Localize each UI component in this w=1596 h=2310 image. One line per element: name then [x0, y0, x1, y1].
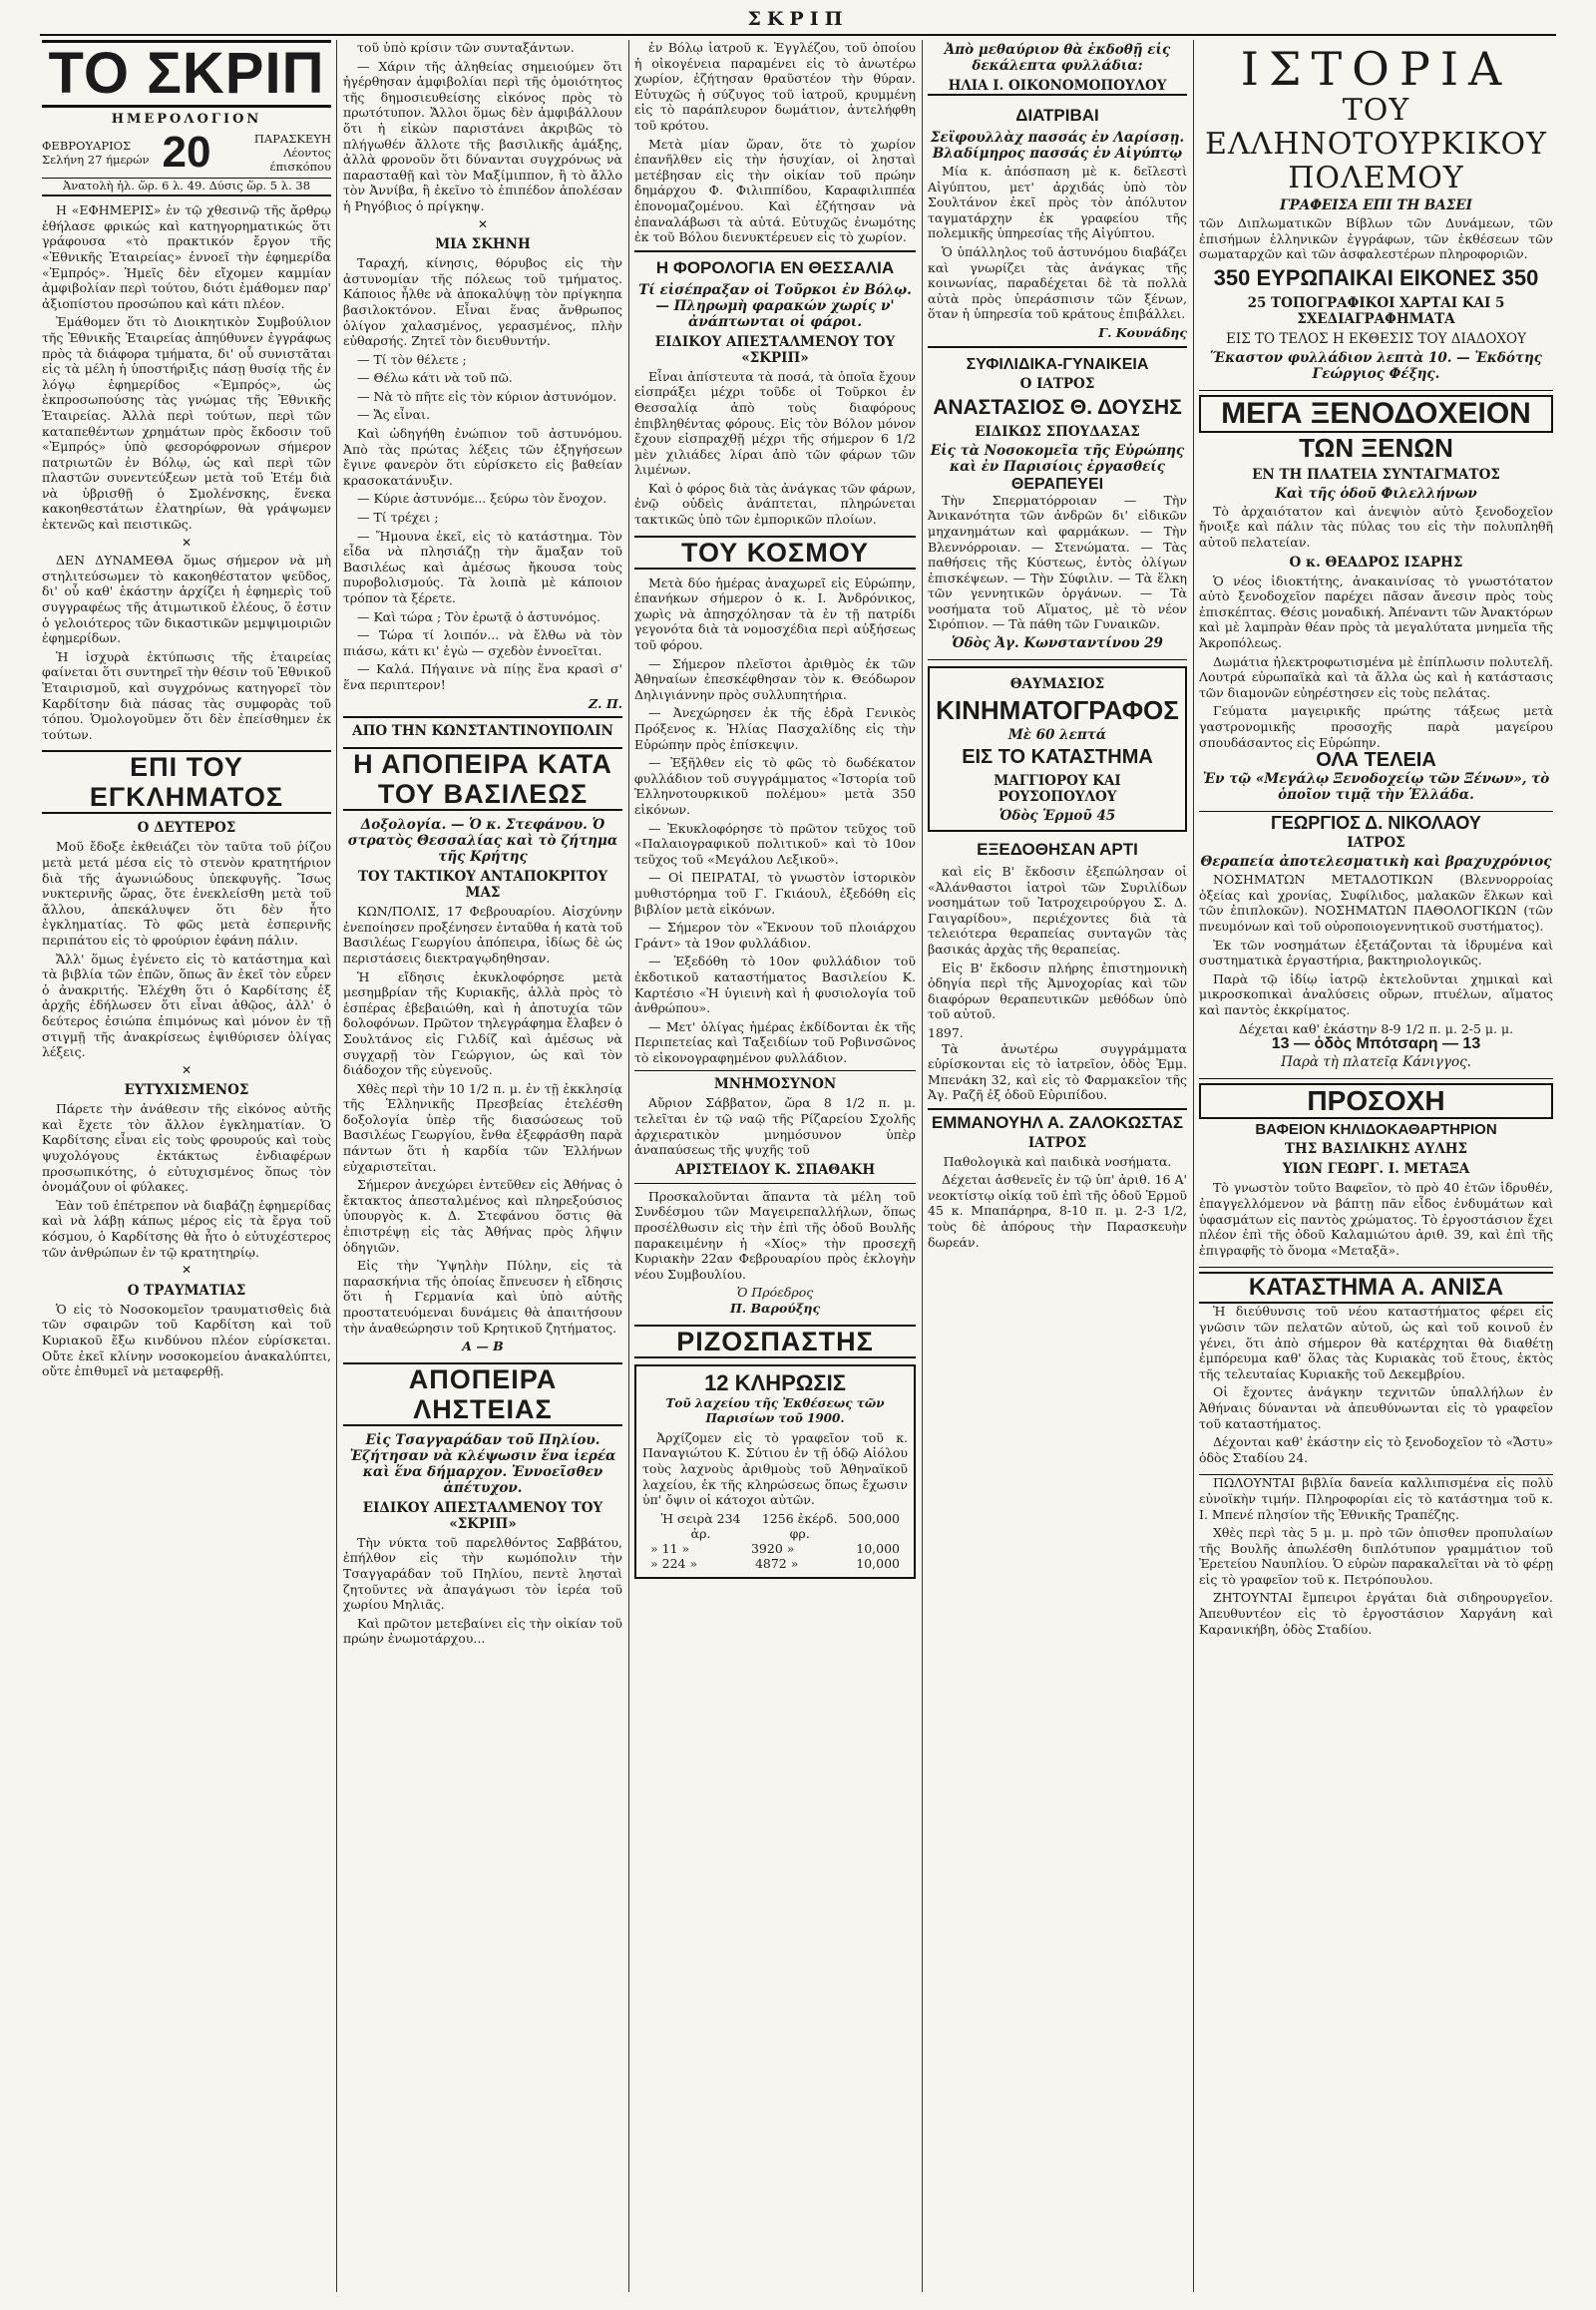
ad-text: ΝΟΣΗΜΑΤΩΝ ΜΕΤΑΔΟΤΙΚΩΝ (Βλεννορροίας ὀξείας καὶ χρονίας, Συφίλιδος, μαλακῶν ἕλκων καὶ τῶν ἐπιπλοκῶν). ΝΟΣΗΜΑΤΩΝ ΠΑΘΟΛΟΓΙΚΩΝ (τῶν πνευμόνων καὶ τοῦ οὐροποιογεννητικοῦ συστήματος). — [1199, 872, 1553, 935]
headline: ΕΠΙ ΤΟΥ ΕΓΚΛΗΜΑΤΟΣ — [42, 750, 331, 814]
byline: ΤΟΥ ΤΑΚΤΙΚΟΥ ΑΝΤΑΠΟΚΡΙΤΟΥ ΜΑΣ — [357, 869, 608, 902]
article-paragraph: ΔΕΝ ΔΥΝΑΜΕΘΑ ὅμως σήμερον νὰ μὴ στηλιτεύσωμεν τὸ κακοηθέστατον ψεῦδος, δι' οὗ καθ' ἑκάστην ἀρχίζει ἡ ἐφημερὶς τοῦ συγγραφέως τῆς ἀτιμωτικοῦ ἐλέους, ὅ ἐστιν ὁ γελοιότερος τῶν δικαστικῶν μεμψιμοιριῶν ἐφημερίδων. — [42, 553, 331, 646]
dialogue-line: — Νὰ τὸ πῆτε εἰς τὸν κύριον ἀστυνόμον. — [357, 388, 617, 404]
article-paragraph: ΚΩΝ/ΠΟΛΙΣ, 17 Φεβρουαρίου. Αἰσχύνην ἐνεποίησεν προξένησεν ἐνταῦθα ἡ κατὰ τοῦ Βασιλέως Γεωργίου ἀπόπειρα, ἰδίως δὲ ὡς περιστάσεις διεκτραγῳδηθησαν. — [343, 904, 622, 965]
date-weekday: ΠΑΡΑΣΚΕΥΗ Λέοντος έπισκόπου — [253, 131, 331, 174]
news-item: — Ἐξῆλθεν εἰς τὸ φῶς τὸ δωδέκατον φυλλάδιον τοῦ συγγράμματος «Ἰστορία τοῦ Ἑλληνοτουρκικοῦ πολέμου» μετὰ 350 εἰκόνων. — [634, 755, 916, 817]
article-paragraph: Ἡ ἰσχυρὰ ἐκτύπωσις τῆς ἑταιρείας φαίνεται ὅτι συντηρεῖ τὴν θέσιν τοῦ Ἐθνικοῦ Ἐταιρισμοῦ, καὶ συγχρόνως κατηγορεῖ τὸν Καρδίτσην διὰ πάσας τὰς συμφορὰς τοῦ τόπου. Ὁμολογοῦμεν ὅτι δὲν ἐπείσθημεν ἐκ τούτων. — [42, 648, 331, 742]
article-paragraph: Ἄλλ' ὅμως ἐγένετο εἰς τὸ κατάστημα καὶ τὰ βιβλία τῶν ἐπῶν, ὅπως ἂν ἐκεῖ τὸν εὗρεν ὁ ἀνακριτής. Ἐλέχθη ὅτι ὁ Καρδίτσης ἐξ ἀρχῆς ἐδήλωσεν ὅτι εἶναι ἀθῷος, ἀλλ' ὁ δεύτερος ἐσιώπα ἐπιμόνως καὶ μόνον ἐν τῇ στιγμῇ τῆς ἀνακρίσεως ἐψιθύρισεν ὀλίγας λέξεις. — [42, 951, 331, 1060]
classified-ad: ΖΗΤΟΥΝΤΑΙ ἔμπειροι ἐργάται διὰ σιδηρουργεῖον. Ἀπευθυντέον εἰς τὸ ἐργοστάσιον Χαργάνη καὶ Καρανικήβη, ὁδὸς Σταδίου. — [1199, 1590, 1553, 1637]
article-paragraph: Τὰ ἀνωτέρω συγγράμματα εὑρίσκονται εἰς τὸ ἰατρεῖον, ὁδὸς Ἐμμ. Μπενάκη 32, καὶ εἰς τὸ Φαρμακεῖον τῆς Ἀγ. Ραζῆ ἐξ ὁδοῦ Εὐριπίδου. — [928, 1040, 1187, 1103]
lottery-box — [634, 1364, 916, 1579]
separator: ✕ — [181, 1062, 193, 1077]
lottery-results — [650, 1511, 900, 1571]
ad-title: ΒΑΦΕΙΟΝ ΚΗΛΙΔΟΚΑΘΑΡΤΗΡΙΟΝ — [1255, 1120, 1497, 1138]
article-paragraph: Τὴν νύκτα τοῦ παρελθόντος Σαββάτου, ἐπήλθον εἰς τὴν κωμόπολιν τὴν Τσαγγαράδαν τοῦ Πηλίου, πεντὲ λησταὶ ζητοῦντες νὰ ἀπαγάγωσι τὸν ἱερέα τοῦ χωρίου Μηλιᾶς. — [343, 1534, 622, 1613]
column-divider — [628, 40, 629, 2292]
notice-title: ΜΝΗΜΟΣΥΝΟΝ — [713, 1076, 837, 1093]
subheadline: Εἰς Τσαγγαράδαν τοῦ Πηλίου. Ἐζήτησαν νὰ κλέψωσιν ἕνα ἱερέα καὶ ἕνα δήμαρχον. Ἐννοεῖσθεν ἀπέτυχον. — [349, 1431, 616, 1496]
cinema-ad — [928, 666, 1187, 832]
subheadline: Ο ΤΡΑΥΜΑΤΙΑΣ — [127, 1282, 246, 1299]
ad-title: ΡΙΖΟΣΠΑΣΤΗΣ — [634, 1325, 916, 1358]
ad-text: Ἐκ τῶν νοσημάτων ἐξετάζονται τὰ ἱδρυμένα καὶ συστηματικὰ ἐργαστήρια, βακτηριολογικῶς. — [1199, 937, 1553, 968]
calendar-label: ΗΜΕΡΟΛΟΓΙΟΝ — [111, 112, 262, 127]
article-paragraph: Ἐμάθομεν ὅτι τὸ Διοικητικὸν Συμβούλιον τῆς Ἑθνικῆς Ἑταιρείας ἀπηύθυνεν ἐγγράφως πρὸς τὰ διάφορα τμήματα, δι' οὗ συνιστᾶται εἰς τὰ μέλη ἡ ὑποστήριξις πάσῃ θυσίᾳ τῆς ἐν λόγῳ ἐφημερίδος «Ἐμπρός», ὡς ἐκπροσωπούσης τὰς γνώμας τῆς Ἐθνικῆς Ἑταιρείας. Ἀλλὰ περὶ τούτων, περὶ τῶν καταπεθέντων χρημάτων πρὸς ἔκδοσιν τοῦ «Ἐμπρός» ὑπὸ φεσορόφρονων σήμερον πατριωτῶν ἐν Βόλῳ, ὡς καὶ περὶ τῶν πλαστῶν συνεντεύξεων μετὰ τοῦ Ἐτέμ διὰ νὰ ὑβρισθῇ ὁ Σμολένσκης, ἕνεκα κακοηθεστάτων ἐλατηρίων, θὰ γράψωμεν ἐκτενῶς καὶ πειστικῶς. — [42, 314, 331, 533]
article-paragraph: Πάρετε τὴν ἀνάθεσιν τῆς εἰκόνος αὐτῆς καὶ ἔχετε τὸν ἄλλον ἐγκληματίαν. Ὁ Καρδίτσης εἶναι εἰς τοὺς φρουρούς καὶ τοὺς ψυχολόγους ἐκτάκτως ἐνδιαφέρων προσωπικότης, ὁ εὐτυχισμένος ὅπως τὸν ὀνομάζουν οἱ φύλακες. — [42, 1101, 331, 1195]
ad-title: ΜΕΓΑ ΞΕΝΟΔΟΧΕΙΟΝ — [1199, 395, 1553, 433]
ad-subtitle: ΘΕΡΑΠΕΥΕΙ — [1010, 476, 1104, 494]
dialogue-line: — Κύριε ἀστυνόμε... ξεύρω τὸν ἔνοχον. — [357, 491, 607, 507]
ad-text: Δέχονται καθ' ἑκάστην εἰς τὸ ξενοδοχεῖον τὸ «Ἄστυ» ὁδὸς Σταδίου 24. — [1199, 1434, 1553, 1465]
subheadline: Ο ΔΕΥΤΕΡΟΣ — [137, 820, 236, 837]
ad-title: ΙΣΤΟΡΙΑ — [1240, 42, 1512, 96]
subheadline: Τί εἰσέπραξαν οἱ Τοῦρκοι ἐν Βόλῳ. — Πληρωμὴ φαρακών χωρίς ν' ἀνάπτωνται οἱ φάροι. — [638, 281, 912, 330]
article-paragraph: — Χάριν τῆς ἀληθείας σημειούμεν ὅτι ἠγέρθησαν ἀμφιβολίαι περὶ τῆς ὁμοιότητος τῆς δημοσιευθείσης εἰκόνος πρὸς τὸ πρωτότυπον. Ἄλλοι ὅμως δὲν ἀμφιβάλλουν ὅτι ἡ εἰκὼν παριστάνει ἀκριβῶς τὸ πλήγωθέν ἄλλοτε τῆς βασιλικῆς ἁμάξης, ἀλλὰ φρονοῦν ὅτι δύνανται συγχρόνως νὰ παρασταθῇ καὶ τὸν Μαξίμιππον, ἢ τὸ ἄλλο τὸν Ἀννίβα, ἢ ἐκεῖνο τὸ ἐπιπέδον ἀπολέσαν ἡ Ρηγόβιος ὁ πρίγκηψ. — [343, 58, 622, 213]
ad-text: Ἡ διεύθυνσις τοῦ νέου καταστήματος φέρει εἰς γνῶσιν τῶν πελατῶν αὐτοῦ, ὡς καὶ τοῦ κοινοῦ ἐν γένει, ὅτι ἀπὸ σήμερον θὰ κατέρχηται θὰ διαθέτῃ ἐμπόρευμα καθ' ὅλας τὰς Κυριακὰς τοῦ ἔτους, ἐκτὸς τῆς τελευταίας Κυριακῆς τοῦ Δεκεμβρίου. — [1199, 1304, 1553, 1381]
section-header: ΕΞΕΔΟΘΗΣΑΝ ΑΡΤΙ — [977, 840, 1138, 860]
headline: Η ΦΟΡΟΛΟΓΙΑ ΕΝ ΘΕΣΣΑΛΙΑ — [655, 257, 895, 277]
lottery-row: » 224 » 4872 » 10,000 — [650, 1555, 900, 1571]
article-paragraph: Ἐὰν τοῦ ἐπέτρεπον νὰ διαβάζῃ ἐφημερίδας καὶ νὰ λάβῃ κάπως μέρος εἰς τὰ ἔργα τοῦ κόσμου, ὁ Καρδίτσης θὰ ἦτο ὁ εὐτυχέστερος τῶν ἀνθρώπων ἐν τῷ κρατητηρίῳ. — [42, 1197, 331, 1260]
news-item: — Ἐκυκλοφόρησε τὸ πρῶτον τεῦχος τοῦ «Παλαιογραφικοῦ πολιτικοῦ» καὶ τὸ 10ον τεῦχος τοῦ «Μεγάλου Λεξικοῦ». — [634, 820, 916, 867]
news-item: — Μετ' ὀλίγας ἡμέρας ἐκδίδονται ἐκ τῆς Περιπετείας καὶ Ταξειδίων τοῦ Ροβινσῶνος τὸ εἰκονογραφημένον φυλλάδιον. — [634, 1018, 916, 1065]
ad-text: Παθολογικὰ καὶ παιδικὰ νοσήματα. — [943, 1153, 1172, 1169]
ad-highlight: ΟΛΑ ΤΕΛΕΙΑ — [1316, 749, 1436, 772]
ad-subtitle: ΕΙΔΙΚΩΣ ΣΠΟΥΔΑΣΑΣ — [975, 424, 1140, 441]
ad-highlight: 350 ΕΥΡΩΠΑΙΚΑΙ ΕΙΚΟΝΕΣ 350 — [1213, 264, 1539, 290]
article-paragraph: Ἡ εἴδησις ἐκυκλοφόρησε μετὰ μεσημβρίαν τῆς Κυριακῆς, ἀλλὰ πρὸς τὸ ἑσπέρας ἐβεβαιώθη, καὶ ἡ ἀποτυχία τῶν δολοφόνων. Πρῶτον τηλεγράφημα ἔλαβεν ὁ Σουλτάνος εἰς Γιλδίζ καὶ ἀμέσως νὰ συγχαρῇ τὸν Γεώργιον, ὡς καὶ τὸν διάδοχον τῆς εὐγενοῦς. — [343, 968, 622, 1078]
separator: ✕ — [181, 535, 193, 550]
date-month: ΦΕΒΡΟΥΑΡΙΟΣ Σελήνη 27 ήμερών — [42, 138, 150, 167]
lottery-title: 12 ΚΛΗΡΩΣΙΣ — [704, 1369, 846, 1395]
article-paragraph: Μία κ. ἀπόσπαση μὲ κ. δεῖλεστὶ Αἰγύπτου, μετ' ἀρχιδάς ὑπὸ τὸν Σουλτάνον ἐκεῖ πρὸς τὸν ἀπόλυτον ταγματάρχην ἐκ γραφείου τῆς πολεμικῆς ὑπηρεσίας τῆς Αἰγύπτου. — [928, 164, 1187, 241]
dialogue-line: — Ἄς εἶναι. — [357, 407, 430, 423]
column-divider — [1193, 40, 1194, 2292]
ad-title: ΠΡΟΣΟΧΗ — [1199, 1083, 1553, 1119]
news-item: Μετὰ δύο ἡμέρας ἀναχωρεῖ εἰς Εὐρώπην, ἐπανήκων σήμερον ὁ κ. Ι. Ἀνδρόνικος, χωρὶς νὰ ἀπησχόλησαν τὰ ἐν τῇ πατρίδι γεγονότα διὰ τὰ νομοσχέδια περὶ αὐξήσεως τοῦ φόρου. — [634, 575, 916, 653]
author-name: ΗΛΙΑ Ι. ΟΙΚΟΝΟΜΟΠΟΥΛΟΥ — [928, 78, 1187, 96]
dialogue-line: — Ἤμουνα ἐκεῖ, εἰς τὸ κατάστημα. Τὸν εἶδα νὰ πλησιάζῃ τὴν ἅμαξαν τοῦ Βασιλέως καὶ ἀμέσως ἤκουσα τοὺς πυροβολισμούς. Τὰ λοιπὰ μὲ κάποιον τρόπον τὰ ξέρετε. — [343, 528, 622, 605]
ad-text: Ὁ νέος ἰδιοκτήτης, ἀνακαινίσας τὸ γνωστότατον αὐτὸ ξενοδοχεῖον παρέχει πᾶσαν ἄνεσιν πρὸς τοὺς ἐπισκέπτας. Θέσις μοναδική. Ἀπέναντι τῶν Ἀνακτόρων καὶ μὲ λαμπρὰν θέαν πρὸς τὰ μεγαλύτατα μνημεῖα τῆς Ἀκροπόλεως. — [1199, 573, 1553, 650]
ad-text: Δωμάτια ἠλεκτροφωτισμένα μὲ ἐπίπλωσιν πολυτελῆ. Λουτρά εὐρωπαϊκὰ καὶ τὰ ἄλλα ὡς καὶ ἡ κατάστασις τῶν διαμονῶν εὐηρέστησεν εἰς τοὺς πελάτας. — [1199, 653, 1553, 700]
signature: Π. Βαρούξης — [729, 1301, 821, 1316]
article-paragraph: Η «ΕΦΗΜΕΡΙΣ» ἐν τῷ χθεσινῷ τῆς ἄρθρῳ ἐθήλασε φρικώς καὶ κατηγορηματικώς ὅτι γράφουσα «τὸ πρακτικόν ἔργον τῆς «Ἐθνικῆς Ἑταιρείας» ἐννοεῖ τὴν ἐφημερίδα «Ἐμπρός». Ἡμεῖς δὲν εἴχομεν καμμίαν ἀμφιβολίαν περὶ τούτου, διότι ἐμάθομεν παρ' ἀξιοπίστου προσώπου καὶ κάτι πλέον. — [42, 202, 331, 311]
ad-subtitle: Ἐν τῷ «Μεγάλῳ Ξενοδοχείῳ τῶν Ξένων», τὸ ὁποῖον τιμᾷ τὴν Ἑλλάδα. — [1202, 770, 1550, 803]
dialogue-line: — Καὶ τώρα ; Τὸν ἐρωτᾷ ὁ ἀστυνόμος. — [357, 608, 600, 624]
signature: Ζ. Π. — [589, 695, 622, 711]
article-paragraph: καὶ εἰς Β' ἔκδοσιν ἐξεπώλησαν οἱ «Ἀλάνθαστοι ἰατροὶ τῶν Συριλίδων νοσημάτων τοῦ Ἰατροχειρούργου Σ. Δ. Γαιγαρίδου», περιέχοντες διὰ τὰ τελειότερα θεραπείας συνταγῶν τὰς βασικάς ἀρχὰς τῆς θεραπείας. — [928, 864, 1187, 958]
byline: ΕΙΔΙΚΟΥ ΑΠΕΣΤΑΛΜΕΝΟΥ ΤΟΥ «ΣΚΡΙΠ» — [362, 1499, 603, 1532]
ad-address: Παρὰ τὴ πλατεῖᾳ Κάνιγγος. — [1281, 1053, 1471, 1070]
article-paragraph: Εἶναι ἀπίστευτα τὰ ποσά, τὰ ὁποῖα ἔχουν εἰσπράξει μέχρι τοῦδε οἱ Τοῦρκοι ἐν Θεσσαλίᾳ ἀπὸ τοὺς διαφόρους ἐπιβληθέντας φόρους. Εἰς τὸν Βόλον μόνον ἔχουν εἰσπραχθῇ μέχρι τῆς σήμερον 6 1/2 μὲν χιλιάδες λίραι ἀπὸ τῶν φάρων τῶν λιμένων. — [634, 368, 916, 478]
ad-text: Παρὰ τῷ ἰδίῳ ἰατρῷ ἐκτελοῦνται χημικαὶ καὶ μικροσκοπικαὶ ἀναλύσεις οὔρων, πτυέλων, αἵματος καὶ παντὸς ἐκκρίματος. — [1199, 970, 1553, 1018]
article-paragraph: ἐν Βόλῳ ἰατροῦ κ. Ἐγγλέζου, τοῦ ὁποίου ἡ οἰκογένεια παραμένει εἰς τὸ ἀνωτέρω χωρίον, ἐζήτησαν θραῦστέον τὴν θύραν. Εὐτυχῶς ἡ σύζυγος τοῦ ἰατροῦ, κρυμμένη εἰς τὸ παράπλευρον δωμάτιον, ἀντελήφθη τοῦ κρότου. — [634, 40, 916, 133]
ad-title: ΚΙΝΗΜΑΤΟΓΡΑΦΟΣ — [936, 695, 1179, 726]
article-paragraph: Καὶ πρῶτον μετεβαίνει εἰς τὴν οἰκίαν τοῦ πρώην ἐνωμοτάρχου... — [343, 1615, 622, 1647]
ad-text: τῶν Διπλωματικῶν Βίβλων τῶν Δυνάμεων, τῶν ἐπισήμων ἑλληνικῶν ἐγγράφων, τῶν ἐκθέσεων τῶν σωματαρχῶν καὶ τῶν ἀσφαλεστέρων πληροφοριῶν. — [1199, 215, 1553, 262]
column-3 — [634, 40, 916, 2292]
ad-title: ΕΙΣ ΤΟ ΚΑΤΑΣΤΗΜΑ — [962, 746, 1153, 769]
doctor-name: ΑΝΑΣΤΑΣΙΟΣ Θ. ΔΟΥΣΗΣ — [933, 396, 1182, 420]
lottery-row: » 11 » 3920 » 10,000 — [650, 1540, 900, 1556]
lottery-text: Ἀρχίζομεν εἰς τὸ γραφεῖον τοῦ κ. Παναγιώτου Κ. Σύτιου ἐν τῇ ὁδῷ Αἰόλου τοὺς λαχνοὺς ἀριθμοὺς τοῦ Ἀθηναϊκοῦ λαχείου, ἐκ τῆς κληρώσεως ὅπως ἔχωσιν ὑπ' ὄψιν οἱ κάτοχοι αὐτῶν. — [642, 1429, 908, 1508]
store-ad — [1199, 1268, 1553, 1475]
year-line: 1897. — [928, 1025, 964, 1040]
rule — [928, 346, 1187, 348]
ad-address: 13 — ὁδὸς Μπότσαρη — 13 — [1271, 1035, 1481, 1053]
ad-subtitle: ΙΑΤΡΟΣ — [1347, 835, 1405, 852]
ad-subtitle: ΕΝ ΤΗ ΠΛΑΤΕΙΑ ΣΥΝΤΑΓΜΑΤΟΣ — [1252, 466, 1500, 483]
article-paragraph: Χθὲς περὶ τὴν 10 1/2 π. μ. ἐν τῇ ἐκκλησίᾳ τῆς Ἑλληνικῆς Πρεσβείας ἐτελέσθη δοξολογία ὑπὲρ τῆς διασώσεως τοῦ Βασιλέως Γεωργίου, ἔνθα ἐξεφράσθη παρὰ πάντων ὅτι ἡ καρδία τῶν Ἑλλήνων εὐχαριστεῖται. — [343, 1080, 622, 1174]
ad-price: Ἕκαστον φυλλάδιον λεπτὰ 10. — Ἐκδότης Γεώργιος Φέξης. — [1210, 349, 1542, 382]
dialogue-line: — Τί τὸν θέλετε ; — [357, 351, 467, 367]
rule — [928, 1108, 1187, 1110]
date-day: 20 — [162, 127, 211, 177]
ad-subtitle: ΕΙΣ ΤΟ ΤΕΛΟΣ Η ΕΚΘΕΣΙΣ ΤΟΥ ΔΙΑΔΟΧΟΥ — [1225, 330, 1527, 347]
ad-hours: Δέχεται καθ' ἑκάστην 8-9 1/2 π. μ. 2-5 μ. μ. — [1238, 1020, 1514, 1036]
article-paragraph: Σήμερον ἀνεχώρει ἐντεῦθεν εἰς Ἀθήνας ὁ ἔκτακτος ἀπεσταλμένος καὶ πληρεξούσιος ὑπουργὸς κ. Δ. Στεφάνου ὅστις θὰ ἐπιστρέψῃ εἰς τὰς Ἀθήνας πρὸς λῆψιν ὁδηγιῶν. — [343, 1177, 622, 1255]
ad-subtitle: ΜΑΓΓΙΟΡΟΥ ΚΑΙ ΡΟΥΣΟΠΟΥΛΟΥ — [994, 773, 1121, 806]
rule — [343, 716, 622, 718]
ad-text: Τὴν Σπερματόρροιαν — Τὴν Ἀνικανότητα τῶν ἀνδρῶν δι' εἰδικῶν μηχανημάτων καὶ φαρμάκων. — Τὴν Βλεννόρροιαν. — Στενώματα. — Τὰς παθήσεις τῆς Κύστεως, ἐντὸς ὀλίγων ἐπισκέψεων. — Τὴν Σύφιλιν. — Τὰ ἕλκη τῶν γεννητικῶν ὀργάνων. — Τὰ νοσήματα τοῦ Αἵματος, μὲ τὸ νέον Σιρόπιον. — Τὰ πάθη τῶν Γυναικῶν. — [928, 492, 1187, 632]
dialogue-line: — Θέλω κάτι νὰ τοῦ πῶ. — [357, 370, 513, 386]
ad-title: ΤΩΝ ΞΕΝΩΝ — [1299, 432, 1453, 463]
news-item: — Ἐξεδόθη τὸ 10ον φυλλάδιον τοῦ ἐκδοτικοῦ καταστήματος Βασιλείου Κ. Καρτέσιο «Ἡ ὑγιεινὴ καὶ ἡ φυσιολογία τοῦ ἀνθρώπου». — [634, 954, 916, 1016]
hotel-ad — [1199, 391, 1553, 812]
ad-title: ΤΟΥ ΕΛΛΗΝΟΤΟΥΡΚΙΚΟΥ ΠΟΛΕΜΟΥ — [1205, 93, 1547, 195]
ad-text: Τὸ γνωστὸν τοῦτο Βαφεῖον, τὸ πρὸ 40 ἐτῶν ἱδρυθέν, ἐπαγγελλόμενον νὰ βάπτῃ πᾶν εἶδος ἐνδυμάτων καὶ ὑφασμάτων εἰς παντὸς χρώματος. Τὸ ἐργοστάσιον ἔχει πλέον ἐπὶ τῆς ὁδοῦ Καλαμιώτου ἀριθ. 39, καὶ ἐπὶ τῆς ἐπιγραφῆς τὸ ὄνομα «Μεταξᾶ». — [1199, 1180, 1553, 1258]
date-box — [42, 128, 331, 179]
notice-name: ΑΡΙΣΤΕΙΔΟΥ Κ. ΣΠΑΘΑΚΗ — [674, 1161, 876, 1178]
doctor-ad — [1199, 812, 1553, 1079]
headline: ΑΠΟΠΕΙΡΑ ΛΗΣΤΕΙΑΣ — [343, 1362, 622, 1426]
column-4 — [928, 40, 1187, 2292]
section-header: ΔΙΑΤΡΙΒΑΙ — [1015, 106, 1099, 125]
signature-title: Ὁ Πρόεδρος — [736, 1285, 814, 1301]
ad-subtitle: ΙΑΤΡΟΣ — [1027, 1134, 1087, 1151]
signature: Α — Β — [462, 1339, 504, 1354]
ad-subtitle: 25 ΤΟΠΟΓΡΑΦΙΚΟΙ ΧΑΡΤΑΙ ΚΑΙ 5 ΣΧΕΔΙΑΓΡΑΦΗΜΑΤΑ — [1247, 294, 1505, 327]
subheadline: ΕΥΤΥΧΙΣΜΕΝΟΣ — [124, 1082, 249, 1099]
article-paragraph: Μοῦ ἔδοξε ἐκθειάζει τὸν ταῦτα τοῦ ῥίζου μετὰ μετά μέσα εἰς τὸ στενὸν κρατητήριον διὰ τῆς ἀγωνιώδους ὑπεκφυγῆς. Ἴσως νυκτερινῆς ὥρας, ὅτε ἐνεκλείσθη μετὰ τοῦ ἄλλου, ἀπεκάλυψεν ὅτι δὲν ἦτο ἐγκληματίας. Τὸ φῶς μετὰ ἐσπερινῆς περιπάτου εἰς τὸ φρούριον ἐφάνη πάλιν. — [42, 839, 331, 948]
dyer-ad — [1199, 1079, 1553, 1269]
ad-address: Ὁδὸς Ἀγ. Κωνσταντίνου 29 — [952, 635, 1163, 652]
news-item: — Οἱ ΠΕΙΡΑΤΑΙ, τὸ γνωστὸν ἱστορικὸν μυθιστόρημα τοῦ Γ. Γκιάουλ, ἐξεδόθη εἰς βιβλίον μετὰ εἰκόνων. — [634, 870, 916, 917]
column-5 — [1199, 40, 1553, 2292]
sunrise-line: Ἀνατολὴ ἡλ. ὥρ. 6 λ. 49. Δύσις ὥρ. 5 λ. 38 — [42, 179, 331, 197]
doctor-ad — [928, 353, 1187, 661]
ad-subtitle: Καὶ τῆς ὁδοῦ Φιλελλήνων — [1275, 485, 1477, 502]
ad-subtitle: Εἰς τὰ Νοσοκομεῖα τῆς Εὐρώπης καὶ ἐν Παρισίοις ἐργασθείς — [930, 443, 1185, 476]
ad-address: Ὁδὸς Ἑρμοῦ 45 — [998, 808, 1116, 825]
column-divider — [336, 40, 337, 2292]
article-paragraph: Ὁ ὑπάλληλος τοῦ ἀστυνόμου διαβάζει καὶ γνωρίζει τὰς ἀνάγκας τῆς κοινωνίας, παραδέχεται δὲ τὰ πολλὰ αὐτὰ πρὸς ὑπεράσπισιν τῶν ξένων, ὅταν ἡ ὑπηρεσία τοῦ κράτους ἐπιβάλλει. — [928, 243, 1187, 322]
ad-title: ΣΥΦΙΛΙΔΙΚΑ-ΓΥΝΑΙΚΕΙΑ — [966, 355, 1149, 373]
headline: ΤΟΥ ΚΟΣΜΟΥ — [634, 536, 916, 570]
running-title: ΣΚΡΙΠ — [747, 8, 849, 30]
subheadline: ΜΙΑ ΣΚΗΝΗ — [435, 236, 531, 253]
ad-text: Τὸ ἀρχαιότατον καὶ ἀνεψιὸν αὐτὸ ξενοδοχεῖον ἤνοιξε καὶ πάλιν τὰς πύλας του εἰς τὴν πολυπληθῆ αὐτοῦ πελατείαν. — [1199, 503, 1553, 550]
article-paragraph: Εἰς τὴν Ὑψηλὴν Πύλην, εἰς τὰ παρασκήνια τῆς ὁποίας ἔπνευσεν ἡ εἴδησις ὅτι ἡ Γερμανία καὶ ὑπὸ αὐτῆς προστατευόμεναι δυνάμεις θὰ ἀπαιτήσουν τὴν ἀναθεώρησιν τοῦ Κρητικοῦ ζητήματος. — [343, 1258, 622, 1336]
ad-text: Οἱ ἔχοντες ἀνάγκην τεχνιτῶν ὑπαλλήλων ἐν Ἀθήναις δύνανται νὰ ἀπευθύνωνται εἰς τὸ γραφεῖον τοῦ καταστήματος. — [1199, 1384, 1553, 1431]
dialogue-line: — Τώρα τί λοιπόν... νὰ ἔλθω νὰ τὸν πιάσω, κάτι κι' ἐγὼ — σχεδὸν ἐννοεῖται. — [343, 627, 622, 658]
article-paragraph: τοῦ ὑπὸ κρίσιν τῶν συνταξάντων. — [357, 40, 575, 55]
ad-title: ΚΑΤΑΣΤΗΜΑ Α. ΑΝΙΣΑ — [1199, 1272, 1553, 1304]
article-paragraph: Καὶ ὡδηγήθη ἐνώπιον τοῦ ἀστυνόμου. Ἀπὸ τὰς πρώτας λέξεις τῶν ἐξηγήσεων ἔγινε φανερὸν ὅτι εὑρίσκετο εἰς βαθείαν κρασοκατάνυξιν. — [343, 426, 622, 488]
notice-title: Ἀπὸ μεθαύριον θὰ ἐκδοθῇ εἰς δεκάλεπτα φυλλάδια: — [944, 42, 1171, 74]
ad-subtitle: Θεραπεία ἀποτελεσματικὴ καὶ βραχυχρόνιος — [1200, 854, 1552, 871]
ad-subtitle: ΥΙΩΝ ΓΕΩΡΓ. Ι. ΜΕΤΑΞΑ — [1282, 1161, 1470, 1178]
lottery-subtitle: Τοῦ λαχείου τῆς Ἐκθέσεως τῶν Παρισίων τοῦ 1900. — [665, 1395, 885, 1426]
rule — [634, 1183, 916, 1184]
section-header: ΑΠΟ ΤΗΝ ΚΩΝΣΤΑΝΤΙΝΟΥΠΟΛΙΝ — [352, 723, 613, 740]
subheadline: Σεϊφουλλὰχ πασσάς ἐν Λαρίσσῃ. Βλαδίμηρος πασσάς ἐν Αἰγύπτῳ — [930, 130, 1185, 162]
classified-ad: Χθὲς περὶ τὰς 5 μ. μ. πρὸ τῶν ὁπισθεν προπυλαίων τῆς Βουλῆς ἀπωλέσθη διπλότυπον γραμμάτιον τοῦ Ἐρετείου Ναυπλίου. Ὁ εὑρὼν παρακαλεῖται νὰ τὸ φέρῃ εἰς τὸ γραφεῖον τοῦ κ. Πετρόπουλου. — [1199, 1525, 1553, 1587]
lottery-row: Ἡ σειρὰ 234 ἀρ. 1256 ἐκέρδ. φρ. 500,000 — [660, 1510, 900, 1541]
news-item: — Σήμερον τὸν «Ἔκνουν τοῦ πλοιάρχου Γράντ» τὰ 19ον φυλλάδιον. — [634, 920, 916, 951]
notice-text: Αὔριον Σάββατον, ὥρα 8 1/2 π. μ. τελεῖται ἐν τῷ ναῷ τῆς Ρίζαρείου Σχολῆς ἀρχιερατικὸν μνημόσυνον ὑπὲρ ἀναπαύσεως τῆς ψυχῆς τοῦ — [634, 1095, 916, 1158]
rule — [634, 250, 916, 252]
separator: ✕ — [181, 1263, 193, 1278]
dialogue-line: — Καλά. Πήγαινε νὰ πίῃς ἕνα κρασὶ σ' ἕνα περιπτερον! — [343, 661, 622, 692]
article-paragraph: Εἰς Β' ἔκδοσιν πλήρης ἐπιστημονικὴ ὁδηγία περὶ τῆς Ἀμνοχορίας καὶ τῶν διαφόρων θεραπευτικῶν μεθόδων ὑπὸ τοῦ αὐτοῦ. — [928, 960, 1187, 1022]
article-paragraph: Μετὰ μίαν ὥραν, ὅτε τὸ χωρίον ἐπανῆλθεν εἰς τὴν ἡσυχίαν, οἱ λησταὶ μετέβησαν εἰς τὴν οἰκίαν τοῦ πρώην δημάρχου Φ. Φιλιππίδου, Καραφιλιππέα ἐπονομαζομένου. Καὶ ἐζήτησαν νὰ ἐπαναλάβωσι τὰ αὐτά. Εὐτυχῶς ἐνωμότης ἐκ τοῦ Βόλου διενυκτέρευεν εἰς τὸ χωρίον. — [634, 136, 916, 245]
signature: Γ. Κουνάδης — [1098, 324, 1187, 340]
ad-subtitle: Μὲ 60 λεπτά — [1007, 727, 1107, 744]
column-divider — [922, 40, 923, 2292]
notice-text: Προσκαλοῦνται ἅπαντα τὰ μέλη τοῦ Συνδέσμου τῶν Μαγειρεπαλλήλων, ὅπως προσέλθωσιν εἰς τὴν ἐπὶ τῆς ὁδοῦ Βουλῆς παρακειμένην ἡ «Χίος» τὴν προσεχῆ Κυριακὴν 22αν Φεβρουαρίου πρὸς ἐκλογὴν νέου Συμβουλίου. — [634, 1188, 916, 1282]
ad-owner: Ο κ. ΘΕΑΔΡΟΣ ΙΣΑΡΗΣ — [1289, 554, 1463, 571]
ad-subtitle: Ο ΙΑΤΡΟΣ — [1019, 376, 1095, 393]
subheadline: Δοξολογία. — Ὁ κ. Στεφάνου. Ὁ στρατὸς Θεσσαλίας καὶ τὸ ζήτημα τῆς Κρήτης — [347, 817, 618, 866]
masthead-rule — [40, 34, 1556, 36]
ad-subtitle: ΓΡΑΦΕΙΣΑ ΕΠΙ ΤΗ ΒΑΣΕΙ — [1280, 197, 1472, 213]
rule — [634, 1070, 916, 1071]
ad-title: ΕΜΜΑΝΟΥΗΛ Α. ΖΑΛΟΚΩΣΤΑΣ — [931, 1112, 1184, 1132]
separator: ✕ — [477, 216, 489, 231]
column-2 — [343, 40, 622, 2292]
article-paragraph: Καὶ ὁ φόρος διὰ τὰς ἀνάγκας τῶν φάρων, ἐνῷ οὐδεὶς ἀνάπτεται, πληρώνεται τακτικῶς ὑπὸ τῶν ἐμπορικῶν πλοίων. — [634, 480, 916, 528]
headline: Η ΑΠΟΠΕΙΡΑ ΚΑΤΑ ΤΟΥ ΒΑΣΙΛΕΩΣ — [343, 747, 622, 811]
book-ad — [1199, 40, 1553, 391]
ad-text: Γεύματα μαγειρικῆς πρώτης τάξεως μετὰ γαστρονομικῆς προσοχῆς παρὰ μαγείρου σπουδάσαντος εἰς Εὐρώπην. — [1199, 703, 1553, 750]
article-paragraph: Ὁ εἰς τὸ Νοσοκομεῖον τραυματισθεὶς διὰ τῶν σφαιρῶν τοῦ Καρδίτση καὶ τοῦ Κυριακοῦ ἔξω κινδύνου πλέον εὑρίσκεται. Οὔτε ἐκεῖ κλίνην νοσοκομείου ἀνακαλύπτει, οὔτε ἐπιθυμεῖ νὰ μεταφερθῇ. — [42, 1301, 331, 1379]
dialogue-line: — Τί τρέχει ; — [357, 510, 439, 526]
column-1 — [42, 40, 331, 2292]
byline: ΕΙΔΙΚΟΥ ΑΠΕΣΤΑΛΜΕΝΟΥ ΤΟΥ «ΣΚΡΙΠ» — [654, 333, 896, 366]
news-item: — Ἀνεχώρησεν ἐκ τῆς ἑδρὰ Γενικὸς Πρόξενος κ. Ἠλίας Πασχαλίδης εἰς τὴν Εὐρώπην πρὸς ἐπίσκεψιν. — [634, 705, 916, 752]
newspaper-logo: ΤΟ ΣΚΡΙΠ — [42, 40, 331, 108]
article-paragraph: Ταραχή, κίνησις, θόρυβος εἰς τὴν ἀστυνομίαν τῆς πόλεως τοῦ τμήματος. Κάποιος ἦλθε νὰ ἀποκαλύψῃ τὸν πρίγκηπα βασιλοκτόνον. Εἶναι ἕνας ἄνθρωπος ὀλίγον χαλασμένος, γερασμένος, πλὴν εὐθαρσής. Ζητεῖ τὸν διευθυντήν. — [343, 255, 622, 349]
ad-text: Δέχεται ἀσθενεῖς ἐν τῷ ὑπ' ἀριθ. 16 Α' νεοκτίστῳ οἰκίᾳ τοῦ ἐπὶ τῆς ὁδοῦ Ἐρμοῦ 45 κ. Μπαπάρηρα, 8-10 π. μ. 2-3 1/2, τοὺς δὲ ἀπόρους τὴν Παρασκευὴν δωρεάν. — [928, 1172, 1187, 1250]
classified-ad: ΠΩΛΟΥΝΤΑΙ βιβλία δανεία καλλιπισμένα εἰς πολὺ εὐνοϊκὴν τιμήν. Πληροφορίαι εἰς τὸ κατάστημα τοῦ κ. Ι. Μπενέ πλησίον τῆς Ἐθνικῆς Τραπέζης. — [1199, 1475, 1553, 1522]
ad-subtitle: ΤΗΣ ΒΑΣΙΛΙΚΗΣ ΑΥΛΗΣ — [1284, 1141, 1468, 1158]
news-item: — Σήμερον πλεῖστοι ἀριθμὸς ἐκ τῶν Ἀθηναίων ἐπεσκέφθησαν τὸν κ. Θεόδωρον Δηλιγιάννην πρὸς συλλυπητήρια. — [634, 655, 916, 702]
doctor-name: ΓΕΩΡΓΙΟΣ Δ. ΝΙΚΟΛΑΟΥ — [1271, 812, 1481, 833]
ad-subtitle: ΘΑΥΜΑΣΙΟΣ — [1009, 676, 1105, 693]
